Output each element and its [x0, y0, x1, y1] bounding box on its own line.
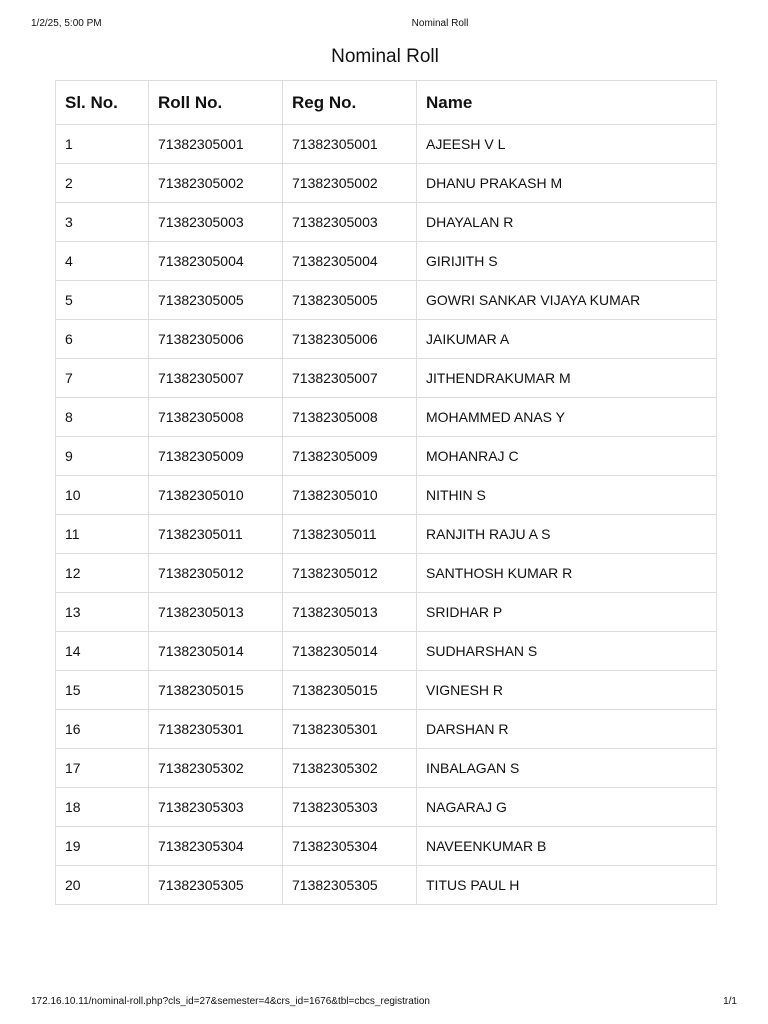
table-row — [56, 359, 717, 398]
cell-roll-no: 71382305301 — [149, 710, 283, 749]
cell-name: RANJITH RAJU A S — [417, 515, 717, 554]
cell-name: NITHIN S — [417, 476, 717, 515]
cell-sl-no: 10 — [56, 476, 149, 515]
cell-reg-no: 71382305305 — [283, 866, 417, 905]
table-row — [56, 203, 717, 242]
cell-sl-no: 6 — [56, 320, 149, 359]
table-row — [56, 242, 717, 281]
table-body — [56, 125, 717, 905]
table-row — [56, 164, 717, 203]
cell-roll-no: 71382305003 — [149, 203, 283, 242]
cell-name: VIGNESH R — [417, 671, 717, 710]
column-header-sl-no: Sl. No. — [56, 81, 149, 125]
print-datetime: 1/2/25, 5:00 PM — [31, 18, 102, 29]
table-row — [56, 749, 717, 788]
cell-reg-no: 71382305302 — [283, 749, 417, 788]
column-header-roll-no: Roll No. — [149, 81, 283, 125]
cell-reg-no: 71382305013 — [283, 593, 417, 632]
cell-sl-no: 12 — [56, 554, 149, 593]
cell-roll-no: 71382305002 — [149, 164, 283, 203]
page-number: 1/1 — [723, 996, 737, 1007]
cell-roll-no: 71382305010 — [149, 476, 283, 515]
cell-roll-no: 71382305303 — [149, 788, 283, 827]
table-row — [56, 437, 717, 476]
cell-name: SUDHARSHAN S — [417, 632, 717, 671]
cell-sl-no: 2 — [56, 164, 149, 203]
print-header — [0, 17, 768, 31]
cell-name: NAGARAJ G — [417, 788, 717, 827]
cell-reg-no: 71382305301 — [283, 710, 417, 749]
cell-roll-no: 71382305305 — [149, 866, 283, 905]
table-row — [56, 398, 717, 437]
cell-roll-no: 71382305007 — [149, 359, 283, 398]
cell-reg-no: 71382305015 — [283, 671, 417, 710]
cell-roll-no: 71382305001 — [149, 125, 283, 164]
cell-sl-no: 14 — [56, 632, 149, 671]
cell-name: MOHANRAJ C — [417, 437, 717, 476]
cell-name: GOWRI SANKAR VIJAYA KUMAR — [417, 281, 717, 320]
cell-roll-no: 71382305004 — [149, 242, 283, 281]
cell-roll-no: 71382305006 — [149, 320, 283, 359]
cell-reg-no: 71382305014 — [283, 632, 417, 671]
print-document-title: Nominal Roll — [411, 18, 469, 29]
cell-reg-no: 71382305006 — [283, 320, 417, 359]
table-row — [56, 476, 717, 515]
cell-name: AJEESH V L — [417, 125, 717, 164]
cell-name: DHANU PRAKASH M — [417, 164, 717, 203]
cell-sl-no: 16 — [56, 710, 149, 749]
cell-sl-no: 5 — [56, 281, 149, 320]
cell-sl-no: 19 — [56, 827, 149, 866]
print-footer — [0, 995, 768, 1009]
cell-sl-no: 15 — [56, 671, 149, 710]
table-row — [56, 320, 717, 359]
cell-reg-no: 71382305303 — [283, 788, 417, 827]
cell-name: NAVEENKUMAR B — [417, 827, 717, 866]
cell-name: JAIKUMAR A — [417, 320, 717, 359]
page-title: Nominal Roll — [331, 46, 439, 67]
cell-sl-no: 18 — [56, 788, 149, 827]
cell-sl-no: 11 — [56, 515, 149, 554]
table-row — [56, 632, 717, 671]
table-row — [56, 554, 717, 593]
cell-sl-no: 1 — [56, 125, 149, 164]
table-row — [56, 827, 717, 866]
cell-name: DHAYALAN R — [417, 203, 717, 242]
table-row — [56, 788, 717, 827]
print-url: 172.16.10.11/nominal-roll.php?cls_id=27&semester=4&crs_id=1676&tbl=cbcs_registration — [31, 996, 430, 1007]
cell-roll-no: 71382305009 — [149, 437, 283, 476]
cell-roll-no: 71382305304 — [149, 827, 283, 866]
cell-roll-no: 71382305011 — [149, 515, 283, 554]
cell-name: DARSHAN R — [417, 710, 717, 749]
table-row — [56, 593, 717, 632]
cell-sl-no: 3 — [56, 203, 149, 242]
table-row — [56, 710, 717, 749]
cell-roll-no: 71382305013 — [149, 593, 283, 632]
cell-sl-no: 9 — [56, 437, 149, 476]
cell-name: JITHENDRAKUMAR M — [417, 359, 717, 398]
column-header-reg-no: Reg No. — [283, 81, 417, 125]
cell-name: SANTHOSH KUMAR R — [417, 554, 717, 593]
cell-reg-no: 71382305304 — [283, 827, 417, 866]
cell-reg-no: 71382305008 — [283, 398, 417, 437]
cell-name: INBALAGAN S — [417, 749, 717, 788]
cell-reg-no: 71382305001 — [283, 125, 417, 164]
cell-reg-no: 71382305005 — [283, 281, 417, 320]
cell-roll-no: 71382305015 — [149, 671, 283, 710]
nominal-roll-table — [55, 80, 717, 905]
table-row — [56, 281, 717, 320]
cell-name: GIRIJITH S — [417, 242, 717, 281]
table-row — [56, 515, 717, 554]
table-row — [56, 671, 717, 710]
cell-sl-no: 8 — [56, 398, 149, 437]
cell-reg-no: 71382305004 — [283, 242, 417, 281]
cell-sl-no: 17 — [56, 749, 149, 788]
cell-roll-no: 71382305302 — [149, 749, 283, 788]
cell-name: TITUS PAUL H — [417, 866, 717, 905]
cell-reg-no: 71382305010 — [283, 476, 417, 515]
cell-reg-no: 71382305002 — [283, 164, 417, 203]
cell-reg-no: 71382305009 — [283, 437, 417, 476]
cell-sl-no: 4 — [56, 242, 149, 281]
cell-reg-no: 71382305007 — [283, 359, 417, 398]
cell-roll-no: 71382305014 — [149, 632, 283, 671]
cell-sl-no: 13 — [56, 593, 149, 632]
cell-name: MOHAMMED ANAS Y — [417, 398, 717, 437]
cell-roll-no: 71382305005 — [149, 281, 283, 320]
table-row — [56, 125, 717, 164]
cell-name: SRIDHAR P — [417, 593, 717, 632]
cell-reg-no: 71382305012 — [283, 554, 417, 593]
cell-roll-no: 71382305012 — [149, 554, 283, 593]
cell-reg-no: 71382305003 — [283, 203, 417, 242]
column-header-name: Name — [417, 81, 717, 125]
cell-reg-no: 71382305011 — [283, 515, 417, 554]
cell-roll-no: 71382305008 — [149, 398, 283, 437]
table-row — [56, 866, 717, 905]
table-header-row — [56, 81, 717, 125]
cell-sl-no: 20 — [56, 866, 149, 905]
cell-sl-no: 7 — [56, 359, 149, 398]
